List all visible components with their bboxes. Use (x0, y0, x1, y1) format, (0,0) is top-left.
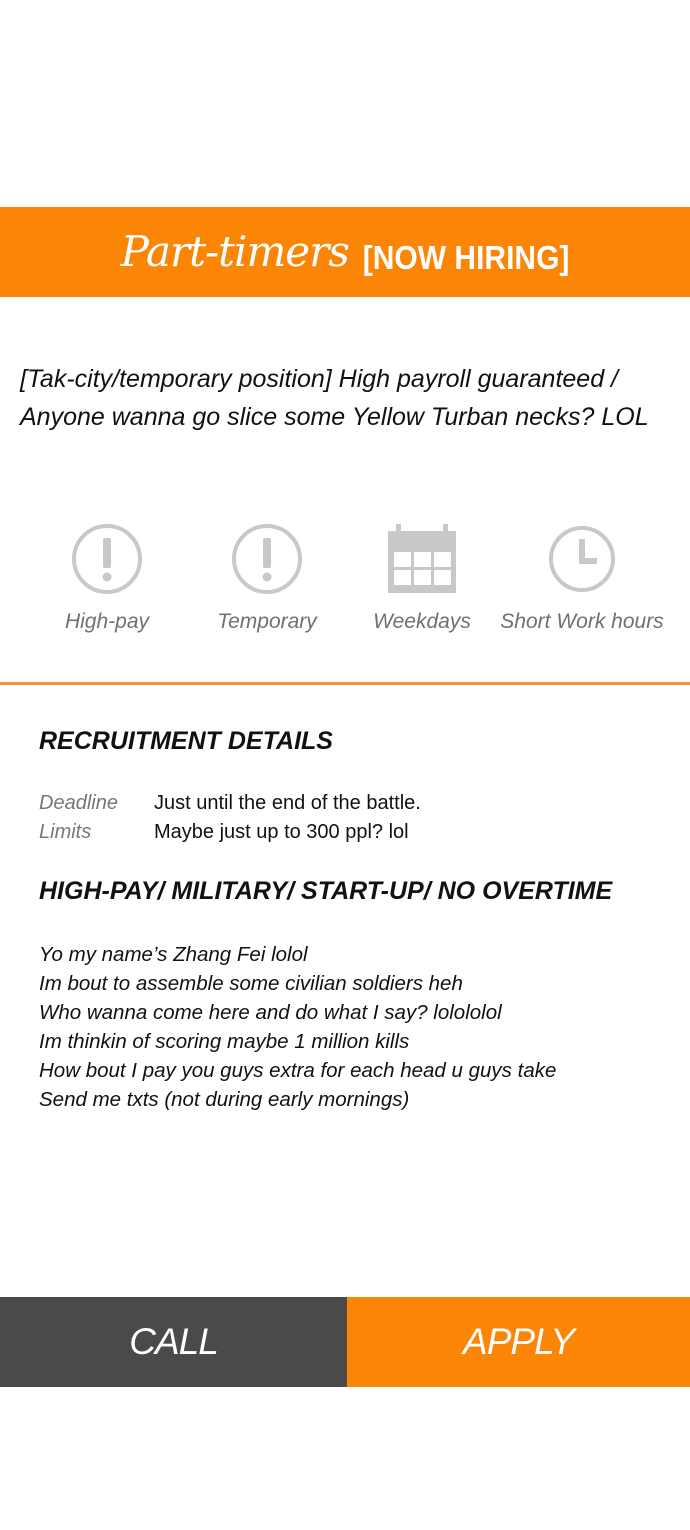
feature-label: High-pay (64, 610, 150, 633)
description-line: How bout I pay you guys extra for each head u guys take (39, 1059, 557, 1082)
deadline-value: Just until the end of the battle. (154, 792, 421, 814)
description-line: Im thinkin of scoring maybe 1 million kills (39, 1030, 410, 1053)
description-line: Who wanna come here and do what I say? lolololol (39, 1001, 502, 1024)
call-button[interactable]: CALL (0, 1297, 347, 1387)
brand-logo: Part-timers (120, 227, 349, 276)
apply-button[interactable]: APPLY (347, 1297, 690, 1387)
job-description (39, 940, 679, 1114)
feature-label: Weekdays (373, 610, 471, 633)
headline-location: [Tak-city/temporary position] (20, 365, 332, 393)
feature-label: Temporary (217, 610, 317, 633)
limits-value: Maybe just up to 300 ppl? lol (154, 821, 409, 843)
now-hiring-tag: [NOW HIRING] (362, 240, 570, 277)
description-line: Yo my name’s Zhang Fei lolol (39, 943, 308, 966)
feature-label: Short Work hours (500, 610, 664, 633)
recruitment-title: RECRUITMENT DETAILS (39, 727, 333, 755)
deadline-key: Deadline (39, 792, 118, 814)
description-line: Send me txts (not during early mornings) (39, 1088, 410, 1111)
limits-key: Limits (39, 821, 92, 843)
feature-short-hours (487, 522, 677, 634)
headline-text: High payroll guaranteed / Anyone wanna go slice some Yellow Turban necks? LOL (20, 365, 649, 431)
section-divider (0, 682, 690, 685)
job-headline (20, 360, 680, 436)
calendar-icon (385, 522, 459, 596)
feature-high-pay (27, 522, 187, 634)
exclamation-circle-icon (70, 522, 144, 596)
clock-icon (545, 522, 619, 596)
feature-weekdays (342, 522, 502, 634)
tags-title: HIGH-PAY/ MILITARY/ START-UP/ NO OVERTIME (39, 877, 613, 905)
exclamation-circle-icon (230, 522, 304, 596)
description-line: Im bout to assemble some civilian soldiers heh (39, 972, 463, 995)
banner (0, 207, 690, 297)
feature-temporary (187, 522, 347, 634)
